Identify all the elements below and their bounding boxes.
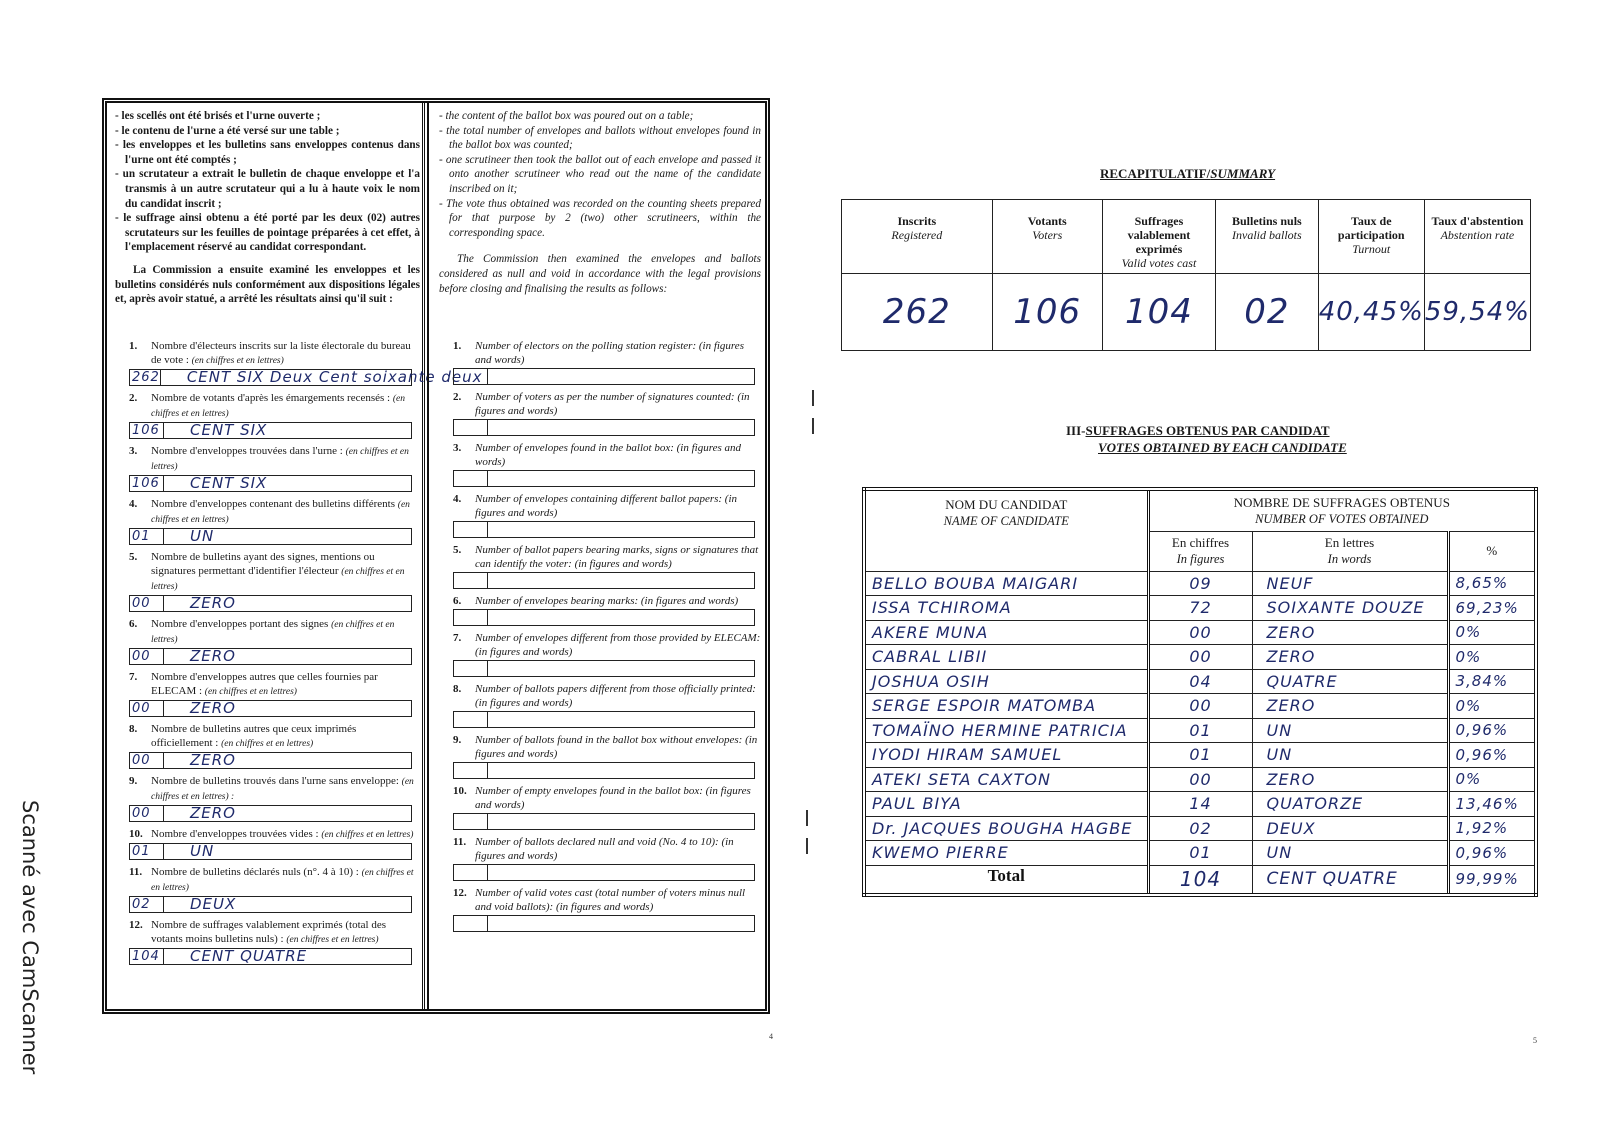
total-percent: 99,99% [1448,865,1536,895]
form-item [439,543,761,589]
candidate-name: IYODI HIRAM SAMUEL [864,743,1148,768]
registered-value: 262 [842,274,993,351]
item-label: Nombre de bulletins autres que ceux imprimés officiellement : (en chiffres et en lettres) [151,723,357,749]
answer-field[interactable] [453,572,755,589]
page-number-left: 4 [769,1032,773,1041]
answer-figures[interactable] [454,763,488,778]
candidate-votes-words: UN [1252,841,1448,866]
item-number: 6. [453,595,462,607]
summary-header-row [842,200,1531,274]
candidate-rows [864,571,1536,895]
form-item [115,391,418,439]
item-number: 10. [453,785,467,797]
candidate-name: KWEMO PIERRE [864,841,1148,866]
candidate-votes-percent: 0,96% [1448,718,1536,743]
answer-field[interactable] [129,648,412,665]
item-number: 2. [129,392,138,404]
candidate-votes-percent: 13,46% [1448,792,1536,817]
answer-field[interactable] [453,470,755,487]
item-label: Nombre de bulletins trouvés dans l'urne sans enveloppe: (en chiffres et en lettres) : [151,775,414,802]
form-item [439,682,761,728]
answer-figures[interactable] [454,865,488,880]
answer-field[interactable] [453,419,755,436]
answer-words[interactable]: ZERO [190,751,236,769]
candidate-name: ISSA TCHIROMA [864,596,1148,621]
english-items [439,339,761,932]
candidate-row [864,571,1536,596]
form-item [115,550,418,612]
votes-section-title [1066,422,1347,456]
summary-title [1100,166,1275,182]
candidate-row [864,645,1536,670]
header-turnout: Taux de participation Turnout [1318,200,1424,274]
candidate-votes-percent: 1,92% [1448,816,1536,841]
header-valid-votes: Suffrages valablement exprimés Valid votes cast [1102,200,1215,274]
summary-title-fr: RECAPITULATIF/ [1100,166,1211,181]
answer-field[interactable] [129,843,412,860]
answer-figures[interactable]: 106 [130,423,164,438]
french-intro: La Commission a ensuite examiné les enveloppes et les bulletins considérés nuls conformément aux dispositions légales et, après avoir statué, a arrêté les résultats ainsi qu'il suit : [115,263,420,306]
candidate-votes-figures: 01 [1148,718,1252,743]
answer-field[interactable] [453,915,755,932]
summary-title-en: SUMMARY [1210,166,1276,181]
answer-figures[interactable] [454,712,488,727]
candidate-votes-figures: 01 [1148,841,1252,866]
item-number: 5. [453,544,462,556]
item-label: Number of voters as per the number of signatures counted: (in figures and words) [475,391,750,417]
form-item [115,774,418,822]
candidate-votes-percent: 3,84% [1448,669,1536,694]
results-form-page-4 [102,98,770,1014]
candidate-votes-words: QUATORZE [1252,792,1448,817]
item-number: 3. [453,442,462,454]
header-registered: Inscrits Registered [842,200,993,274]
total-figures: 104 [1148,865,1252,895]
answer-figures[interactable] [454,916,488,931]
abstention-value: 59,54% [1424,274,1530,351]
form-item [439,631,761,677]
form-item [115,865,418,913]
candidate-votes-figures: 02 [1148,816,1252,841]
candidate-votes-words: ZERO [1252,620,1448,645]
item-number: 12. [453,887,467,899]
procedure-step: - le suffrage ainsi obtenu a été porté par les deux (02) autres scrutateurs sur les feuilles de pointage préparées à cet effet, à l'emplacement réservé au candidat correspondant. [115,212,420,254]
item-label: Number of ballots papers different from those officially printed: (in figures and words) [475,683,756,709]
answer-figures[interactable] [454,471,488,486]
item-label: Number of electors on the polling station register: (in figures and words) [475,340,744,366]
item-label: Nombre d'enveloppes contenant des bulletins différents (en chiffres et en lettres) [151,498,410,525]
item-number: 8. [453,683,462,695]
candidate-row [864,694,1536,719]
candidate-votes-percent: 8,65% [1448,571,1536,596]
total-words: CENT QUATRE [1252,865,1448,895]
french-procedure-list [115,109,420,255]
item-label: Number of envelopes different from those provided by ELECAM: (in figures and words) [475,632,761,658]
voters-value: 106 [992,274,1102,351]
procedure-step: - one scrutineer then took the ballot out of each envelope and passed it onto another scrutineer who read out the name of the candidate inscribed on it; [439,153,761,195]
candidate-votes-figures: 04 [1148,669,1252,694]
procedure-step: - the content of the ballot box was poured out on a table; [439,110,694,122]
answer-field[interactable] [129,475,412,492]
candidate-name: TOMAÏNO HERMINE PATRICIA [864,718,1148,743]
form-item [439,784,761,830]
answer-field[interactable] [453,711,755,728]
candidate-votes-words: NEUF [1252,571,1448,596]
page-number-right: 5 [1533,1036,1537,1045]
binding-mark [806,810,808,826]
answer-figures[interactable] [454,814,488,829]
candidate-votes-words: QUATRE [1252,669,1448,694]
answer-figures[interactable]: 00 [130,649,164,664]
candidate-votes-percent: 0,96% [1448,841,1536,866]
item-number: 7. [129,671,138,683]
item-label: Number of envelopes containing different ballot papers: (in figures and words) [475,493,738,519]
item-label: Nombre d'électeurs inscrits sur la liste électorale du bureau de vote : (en chiffres et en lettres) [151,340,411,366]
answer-field[interactable] [129,595,412,612]
answer-figures[interactable]: 01 [130,529,164,544]
item-number: 2. [453,391,462,403]
item-number: 4. [129,498,138,510]
header-candidate-name: NOM DU CANDIDAT NAME OF CANDIDATE [864,489,1148,571]
candidate-name: JOSHUA OSIH [864,669,1148,694]
form-item [439,390,761,436]
item-number: 1. [453,340,462,352]
item-label: Nombre d'enveloppes trouvées dans l'urne : (en chiffres et en lettres) [151,445,409,472]
candidate-votes-words: SOIXANTE DOUZE [1252,596,1448,621]
answer-field[interactable] [129,368,483,386]
candidate-votes-table [862,487,1538,897]
item-label: Nombre de votants d'après les émargements recensés : (en chiffres et en lettres) [151,392,406,419]
answer-field[interactable] [453,368,755,385]
item-label: Number of ballots found in the ballot box without envelopes: (in figures and words) [475,734,758,760]
candidate-name: AKERE MUNA [864,620,1148,645]
item-label: Nombre d'enveloppes autres que celles fournies par ELECAM : (en chiffres et en lettres) [151,671,378,697]
item-label: Number of ballot papers bearing marks, signs or signatures that can identify the voter: (in figures and words) [475,544,759,570]
candidate-votes-figures: 00 [1148,694,1252,719]
form-item [439,594,761,626]
form-item [115,827,418,860]
item-label: Nombre d'enveloppes portant des signes (en chiffres et en lettres) [151,618,395,645]
header-invalid-ballots: Bulletins nuls Invalid ballots [1216,200,1319,274]
total-label: Total [864,865,1148,895]
candidate-votes-figures: 14 [1148,792,1252,817]
candidate-votes-figures: 09 [1148,571,1252,596]
candidate-row [864,841,1536,866]
answer-figures[interactable] [454,369,488,384]
answer-figures[interactable]: 00 [130,753,164,768]
procedure-step: - les scellés ont été brisés et l'urne ouverte ; [115,110,321,122]
item-label: Number of valid votes cast (total number of voters minus null and void ballots): (in figures and words) [475,887,746,913]
procedure-step: - un scrutateur a extrait le bulletin de chaque enveloppe et l'a transmis à un autre scrutateur qui a lu à haute voix le nom du candidat inscrit ; [115,168,420,210]
english-procedure-list [439,109,761,240]
answer-field[interactable] [129,752,412,769]
answer-field[interactable] [129,528,412,545]
form-item [115,497,418,545]
section-title-en: VOTES OBTAINED BY EACH CANDIDATE [1098,440,1347,455]
form-item [439,441,761,487]
answer-field[interactable] [453,813,755,830]
answer-field[interactable] [129,948,412,965]
item-label: Number of envelopes found in the ballot box: (in figures and words) [475,442,741,468]
form-item [439,835,761,881]
candidate-name: BELLO BOUBA MAIGARI [864,571,1148,596]
item-label: Nombre de bulletins ayant des signes, mentions ou signatures permettant d'identifier l'électeur (en chiffres et en lettres) [151,551,405,592]
procedure-step: - les enveloppes et les bulletins sans enveloppes contenus dans l'urne ont été comptés ; [115,139,420,166]
candidate-row [864,816,1536,841]
answer-figures[interactable] [454,610,488,625]
item-number: 9. [129,775,138,787]
candidate-votes-percent: 0% [1448,620,1536,645]
form-item [439,339,761,385]
answer-field[interactable] [453,521,755,538]
header-in-words: En lettres In words [1252,531,1448,571]
item-number: 3. [129,445,138,457]
answer-words[interactable]: DEUX [190,895,237,913]
candidate-votes-figures: 00 [1148,645,1252,670]
header-abstention: Taux d'abstention Abstention rate [1424,200,1530,274]
item-number: 11. [129,866,143,878]
answer-words[interactable]: CENT SIX [190,421,268,439]
item-label: Number of envelopes bearing marks: (in figures and words) [475,595,739,607]
answer-words[interactable]: UN [190,527,215,545]
candidate-votes-figures: 72 [1148,596,1252,621]
procedure-step: - The vote thus obtained was recorded on the counting sheets prepared for that purpose by 2 (two) other scrutineers, within the corresponding space. [439,197,761,239]
english-intro: The Commission then examined the envelopes and ballots considered as null and void in accordance with the legal provisions before closing and finalising the results as follows: [439,253,761,295]
form-item [439,492,761,538]
form-item [115,670,418,717]
candidate-name: Dr. JACQUES BOUGHA HAGBE [864,816,1148,841]
candidate-votes-percent: 0% [1448,645,1536,670]
candidate-votes-words: UN [1252,743,1448,768]
answer-field[interactable] [453,762,755,779]
item-number: 12. [129,919,143,931]
procedure-step: - the total number of envelopes and ballots without envelopes found in the ballot box was counted; [439,124,761,152]
answer-field[interactable] [129,700,412,717]
candidate-name: SERGE ESPOIR MATOMBA [864,694,1148,719]
english-column [427,103,765,1009]
answer-words[interactable]: CENT QUATRE [190,947,308,965]
answer-figures[interactable]: 104 [130,949,164,964]
form-item [115,918,418,965]
item-number: 5. [129,551,138,563]
candidate-votes-words: ZERO [1252,694,1448,719]
binding-mark [812,418,814,434]
answer-figures[interactable]: 01 [130,844,164,859]
candidate-votes-percent: 0,96% [1448,743,1536,768]
answer-words[interactable]: CENT SIX [190,474,268,492]
answer-figures[interactable]: 00 [130,701,164,716]
candidate-votes-words: DEUX [1252,816,1448,841]
answer-figures[interactable] [454,573,488,588]
answer-words[interactable]: CENT SIX Deux Cent soixante deux [186,368,483,386]
candidate-header-row [864,489,1536,531]
candidate-row [864,620,1536,645]
candidate-row [864,767,1536,792]
binding-mark [806,838,808,854]
item-number: 7. [453,632,462,644]
summary-table [841,199,1531,351]
header-voters: Votants Voters [992,200,1102,274]
turnout-value: 40,45% [1318,274,1424,351]
item-number: 11. [453,836,467,848]
answer-field[interactable] [453,660,755,677]
candidate-votes-figures: 00 [1148,620,1252,645]
candidate-name: PAUL BIYA [864,792,1148,817]
item-label: Number of empty envelopes found in the ballot box: (in figures and words) [475,785,751,811]
item-number: 6. [129,618,138,630]
answer-figures[interactable] [454,420,488,435]
candidate-votes-words: UN [1252,718,1448,743]
item-number: 8. [129,723,138,735]
french-column [107,103,483,1009]
item-label: Nombre de bulletins déclarés nuls (n°. 4 à 10) : (en chiffres et en lettres) [151,866,414,893]
candidate-votes-words: ZERO [1252,767,1448,792]
header-votes-obtained: NOMBRE DE SUFFRAGES OBTENUS NUMBER OF VOTES OBTAINED [1148,489,1536,531]
header-in-figures: En chiffres In figures [1148,531,1252,571]
answer-words[interactable]: ZERO [190,594,236,612]
answer-figures[interactable] [454,522,488,537]
candidate-row [864,718,1536,743]
candidate-name: ATEKI SETA CAXTON [864,767,1148,792]
item-label: Number of ballots declared null and void (No. 4 to 10): (in figures and words) [475,836,734,862]
form-item [115,339,483,386]
section-number: III- [1066,423,1086,438]
procedure-step: - le contenu de l'urne a été versé sur une table ; [115,124,340,137]
camscanner-watermark: Scanné avec CamScanner [18,800,42,1075]
valid-votes-value: 104 [1102,274,1215,351]
answer-words[interactable]: ZERO [190,804,236,822]
answer-field[interactable] [129,805,412,822]
answer-figures[interactable]: 00 [130,596,164,611]
candidate-votes-figures: 01 [1148,743,1252,768]
section-title-fr: SUFFRAGES OBTENUS PAR CANDIDAT [1085,423,1330,438]
answer-figures[interactable]: 262 [132,370,160,385]
item-number: 9. [453,734,462,746]
answer-words[interactable]: ZERO [190,647,236,665]
form-item [439,733,761,779]
total-row [864,865,1536,895]
item-label: Nombre d'enveloppes trouvées vides : (en chiffres et en lettres) [151,828,414,840]
candidate-row [864,743,1536,768]
answer-field[interactable] [129,896,412,913]
answer-figures[interactable]: 00 [130,806,164,821]
answer-words[interactable]: ZERO [190,699,236,717]
answer-figures[interactable]: 02 [130,897,164,912]
header-percent: % [1448,531,1536,571]
candidate-votes-percent: 0% [1448,694,1536,719]
summary-values-row [842,274,1531,351]
candidate-row [864,596,1536,621]
answer-figures[interactable] [454,661,488,676]
answer-words[interactable]: UN [190,842,215,860]
item-number: 4. [453,493,462,505]
candidate-votes-words: ZERO [1252,645,1448,670]
candidate-name: CABRAL LIBII [864,645,1148,670]
invalid-ballots-value: 02 [1216,274,1319,351]
answer-field[interactable] [129,422,412,439]
form-item [115,722,418,769]
candidate-row [864,792,1536,817]
candidate-votes-percent: 0% [1448,767,1536,792]
answer-figures[interactable]: 106 [130,476,164,491]
item-label: Nombre de suffrages valablement exprimés (total des votants moins bulletins nuls) : (en chiffres et en lettres) [151,919,386,945]
item-number: 10. [129,828,143,840]
candidate-votes-percent: 69,23% [1448,596,1536,621]
form-item [115,444,418,492]
form-item [115,617,418,665]
answer-field[interactable] [453,864,755,881]
answer-field[interactable] [453,609,755,626]
candidate-votes-figures: 00 [1148,767,1252,792]
binding-mark [812,390,814,406]
form-item [439,886,761,932]
item-number: 1. [129,340,138,352]
candidate-row [864,669,1536,694]
french-items [115,339,483,965]
